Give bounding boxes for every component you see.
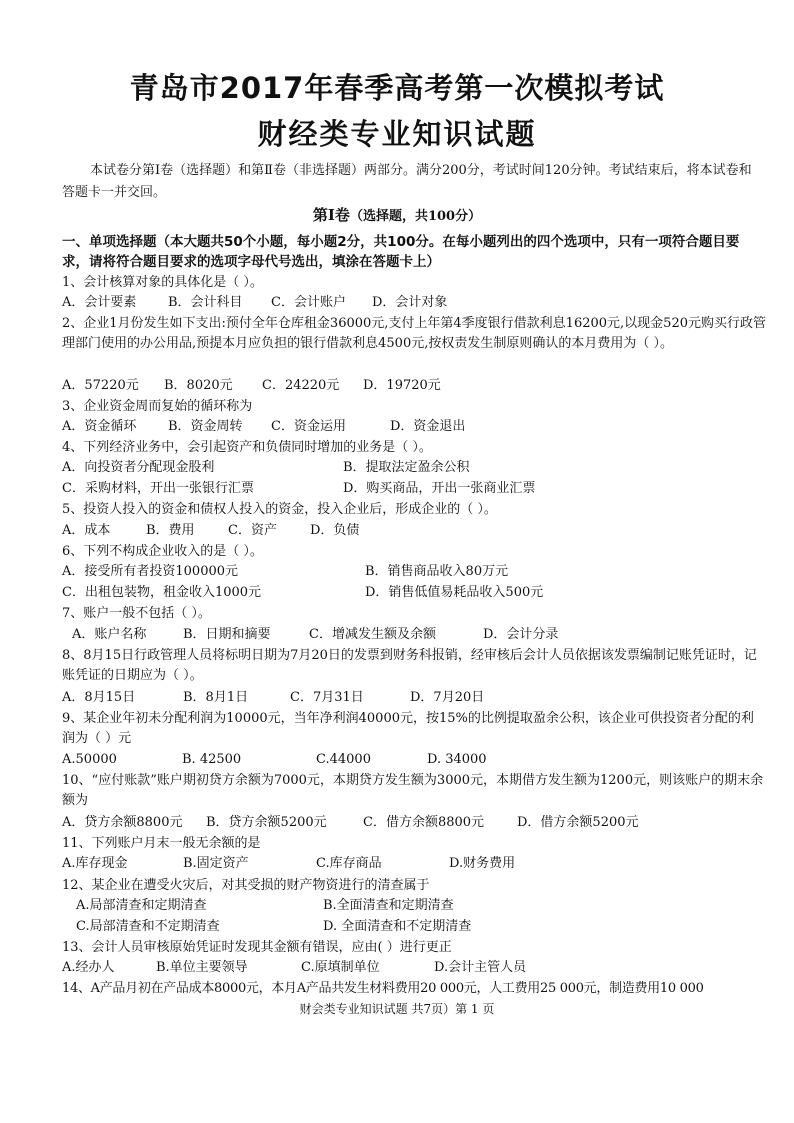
option-c: C.局部清查和不定期清查 <box>76 919 220 934</box>
option-b: B．8020元 <box>164 378 233 393</box>
question-stem: 4、下列经济业务中，会引起资产和负债同时增加的业务是（ ）。 <box>62 440 432 455</box>
option-a: A．账户名称 <box>72 627 147 642</box>
option-d: D．购买商品，开出一张商业汇票 <box>343 481 536 496</box>
option-b: B.全面清查和定期清查 <box>323 898 454 913</box>
option-d: D．销售低值易耗品收入500元 <box>365 585 544 600</box>
option-a: A．8月15日 <box>62 690 136 705</box>
question-stem: 5、投资人投入的资金和债权人投入的资金，投入企业后，形成企业的（ ）。 <box>62 502 497 517</box>
option-a: A．会计要素 <box>62 295 137 310</box>
option-c: C.原填制单位 <box>301 960 380 975</box>
question-stem: 13、会计人员审核原始凭证时发现其金额有错误，应由( ）进行更正 <box>62 940 452 955</box>
option-b: B．资金周转 <box>168 419 243 434</box>
question-stem: 11、下列账户月末一般无余额的是 <box>62 836 261 851</box>
option-c: C．资金运用 <box>271 419 346 434</box>
option-b: B．贷方余额5200元 <box>206 815 327 830</box>
exam-instructions: 本试卷分第Ⅰ卷（选择题）和第Ⅱ卷（非选择题）两部分。满分200分，考试时间120分钟。考试结束后，将本试卷和答题卡一并交回。 <box>62 163 752 200</box>
option-c: C.库存商品 <box>316 856 382 871</box>
option-a: A．57220元 <box>62 378 139 393</box>
option-c: C．借方余额8800元 <box>363 815 485 830</box>
option-d: D．借方余额5200元 <box>517 815 639 830</box>
option-c: C．资产 <box>228 523 277 538</box>
question-stem: 1、会计核算对象的具体化是（ ）。 <box>62 275 263 290</box>
option-b: B. 42500 <box>182 752 242 767</box>
question-stem: 8、8月15日行政管理人员将标明日期为7月20日的发票到财务科报销，经审核后会计人员依据该发票编制记账凭证时，记账凭证的日期应为（ ）。 <box>62 648 757 683</box>
option-a: A．成本 <box>62 523 111 538</box>
option-b: B．会计科目 <box>168 295 243 310</box>
option-d: D．负债 <box>310 523 360 538</box>
option-a: A．向投资者分配现金股利 <box>62 460 215 475</box>
option-a: A.局部清查和定期清查 <box>76 898 207 913</box>
option-d: D.财务费用 <box>449 856 516 871</box>
question-stem: 14、A产品月初在产品成本8000元，本月A产品共发生材料费用20 000元，人工费用25 000元，制造费用10 000 <box>62 981 704 996</box>
option-b: B.固定资产 <box>183 856 249 871</box>
exam-title: 青岛市2017年春季高考第一次模拟考试 <box>129 71 665 105</box>
option-d: D．19720元 <box>363 378 441 393</box>
option-b: B．销售商品收入80万元 <box>365 564 509 579</box>
option-b: B．费用 <box>146 523 195 538</box>
option-a: A.库存现金 <box>62 856 128 871</box>
option-b: B．8月1日 <box>183 690 249 705</box>
question-stem: 3、企业资金周而复始的循环称为 <box>62 399 253 414</box>
option-d: D. 34000 <box>427 752 487 767</box>
option-d: D．会计对象 <box>372 295 448 310</box>
question-stem: 7、账户一般不包括（ ）。 <box>62 606 211 621</box>
question-stem: 10、“应付账款”账户期初贷方余额为7000元，本期贷方发生额为3000元，本期借方发生额为1200元，则该账户的期末余额为 <box>62 773 764 808</box>
option-c: C．出租包装物，租金收入1000元 <box>62 585 262 600</box>
part-subtitle: （选择题，共100分） <box>349 209 482 224</box>
part-heading <box>0 204 794 225</box>
option-b: B.单位主要领导 <box>156 960 248 975</box>
part-title: 第Ⅰ卷 <box>312 206 350 224</box>
question-stem: 12、某企业在遭受火灾后，对其受损的财产物资进行的清查属于 <box>62 878 430 893</box>
option-d: D.会计主管人员 <box>434 960 527 975</box>
question-stem: 9、某企业年初未分配利润为10000元，当年净利润40000元，按15%的比例提取盈余公积，该企业可供投资者分配的利润为（ ）元 <box>62 711 754 746</box>
exam-subtitle: 财经类专业知识试题 <box>257 117 537 151</box>
option-d: D. 全面清查和不定期清查 <box>323 919 472 934</box>
option-a: A．接受所有者投资100000元 <box>62 564 239 579</box>
option-c: C．7月31日 <box>290 690 364 705</box>
question-stem: 2、企业1月份发生如下支出:预付全年仓库租金36000元,支付上年第4季度银行借款利息16200元,以现金520元购买行政管理部门使用的办公用品,预提本月应负担的银行借款利息4500元,按权责发生制原则确认的本月费用为（ ）。 <box>62 316 766 351</box>
option-d: D．会计分录 <box>483 627 559 642</box>
question-stem: 6、下列不构成企业收入的是（ ）。 <box>62 544 263 559</box>
option-c: C.44000 <box>316 752 371 767</box>
option-a: A．资金循环 <box>62 419 137 434</box>
option-d: D．资金退出 <box>390 419 466 434</box>
section-heading: 一、单项选择题（本大题共50个小题，每小题2分，共100分。在每小题列出的四个选项中，只有一项符合题目要求，请将符合题目要求的选项字母代号选出，填涂在答题卡上） <box>62 234 740 270</box>
page-footer: 财会类专业知识试题 共7页）第 1 页 <box>299 1002 495 1016</box>
option-c: C．会计账户 <box>271 295 346 310</box>
option-c: C．24220元 <box>262 378 340 393</box>
option-a: A.经办人 <box>62 960 115 975</box>
option-b: B．提取法定盈余公积 <box>343 460 470 475</box>
option-a: A．贷方余额8800元 <box>62 815 183 830</box>
option-c: C．增减发生额及余额 <box>309 627 436 642</box>
option-d: D．7月20日 <box>410 690 485 705</box>
option-b: B．日期和摘要 <box>183 627 271 642</box>
option-a: A.50000 <box>62 752 117 767</box>
option-c: C．采购材料，开出一张银行汇票 <box>62 481 254 496</box>
